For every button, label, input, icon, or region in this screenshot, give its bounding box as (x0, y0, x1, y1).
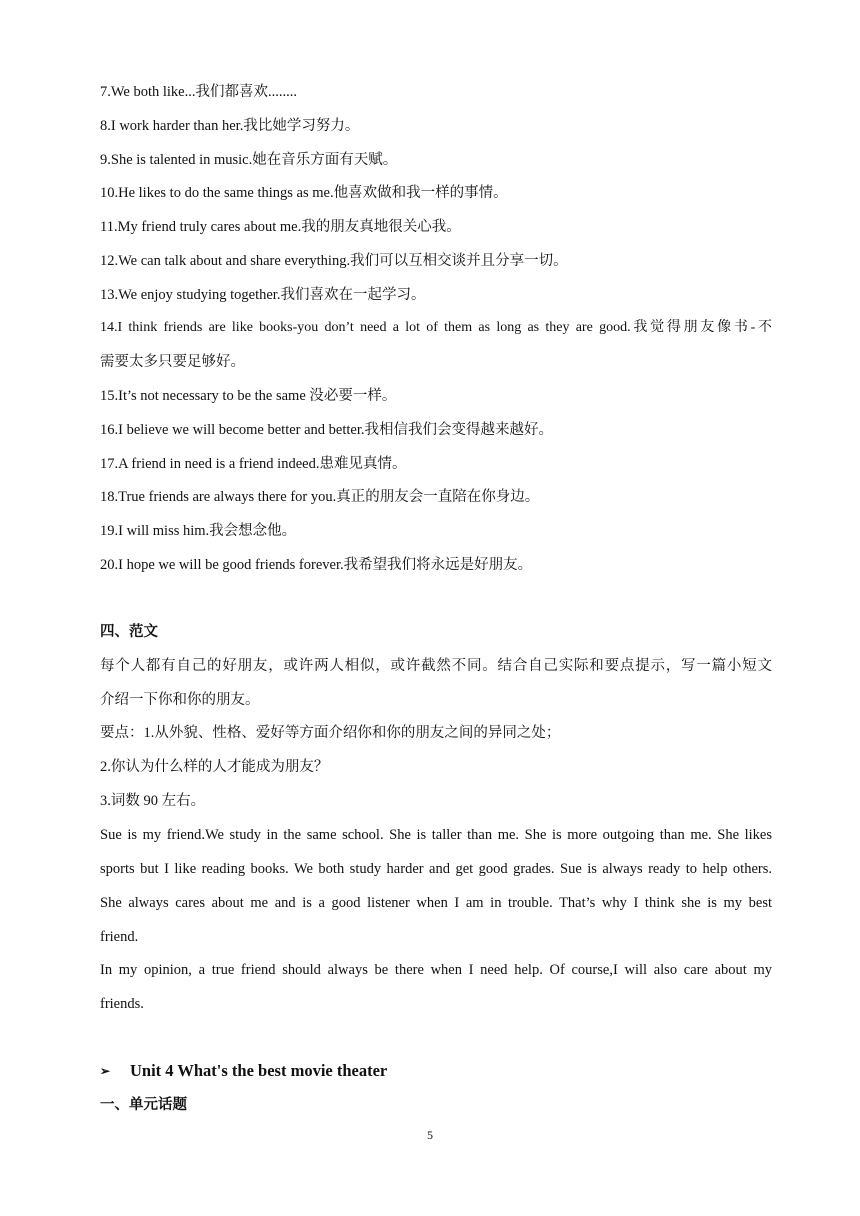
sentence-18: 18.True friends are always there for you.真正的朋友会一直陪在你身边。 (100, 489, 540, 505)
essay-point-3: 3.词数 90 左右。 (100, 793, 206, 809)
arrow-bullet-icon: ➢ (100, 1064, 111, 1078)
sentence-7: 7.We both like...我们都喜欢........ (100, 84, 297, 100)
sentence-13: 13.We enjoy studying together.我们喜欢在一起学习。 (100, 287, 426, 303)
sentence-19: 19.I will miss him.我会想念他。 (100, 523, 297, 539)
sentence-8: 8.I work harder than her.我比她学习努力。 (100, 118, 360, 134)
sentence-10: 10.He likes to do the same things as me.他喜欢做和我一样的事情。 (100, 185, 508, 201)
sentence-17: 17.A friend in need is a friend indeed.患难见真情。 (100, 456, 407, 472)
essay-line-4: friend. (100, 929, 139, 945)
unit-topic-heading: 一、单元话题 (100, 1097, 187, 1113)
essay-line-5: In my opinion, a true friend should always be there when I need help. Of course,I will also care about my (100, 962, 772, 978)
essay-prompt-line-2: 介绍一下你和你的朋友。 (100, 692, 260, 708)
sentence-14: 14.I think friends are like books-you don’t need a lot of them as long as they are good.我觉得朋友像书-不 (100, 320, 772, 335)
sentence-9: 9.She is talented in music.她在音乐方面有天赋。 (100, 152, 398, 168)
essay-line-3: She always cares about me and is a good listener when I am in trouble. That’s why I think she is my best (100, 895, 772, 911)
unit-4-heading (100, 1061, 772, 1083)
essay-point-1: 要点：1.从外貌、性格、爱好等方面介绍你和你的朋友之间的异同之处； (100, 725, 561, 741)
essay-line-2: sports but I like reading books. We both study harder and get good grades. Sue is always ready to help others. (100, 861, 772, 877)
sentence-15: 15.It’s not necessary to be the same 没必要一样。 (100, 388, 397, 404)
unit-4-title: Unit 4 What's the best movie theater (130, 1061, 388, 1080)
sentence-20: 20.I hope we will be good friends forever.我希望我们将永远是好朋友。 (100, 557, 533, 573)
sentence-14-continued: 需要太多只要足够好。 (100, 354, 245, 370)
section-heading-model-essay: 四、范文 (100, 624, 158, 640)
sentence-12: 12.We can talk about and share everything.我们可以互相交谈并且分享一切。 (100, 253, 568, 269)
page-number: 5 (427, 1128, 433, 1142)
essay-line-1: Sue is my friend.We study in the same school. She is taller than me. She is more outgoing than me. She likes (100, 827, 772, 843)
essay-line-6: friends. (100, 996, 144, 1012)
sentence-16: 16.I believe we will become better and better.我相信我们会变得越来越好。 (100, 422, 554, 438)
essay-point-2: 2.你认为什么样的人才能成为朋友？ (100, 759, 329, 775)
sentence-11: 11.My friend truly cares about me.我的朋友真地很关心我。 (100, 219, 461, 235)
essay-prompt-line-1: 每个人都有自己的好朋友，或许两人相似，或许截然不同。结合自己实际和要点提示，写一篇小短文 (100, 658, 772, 674)
